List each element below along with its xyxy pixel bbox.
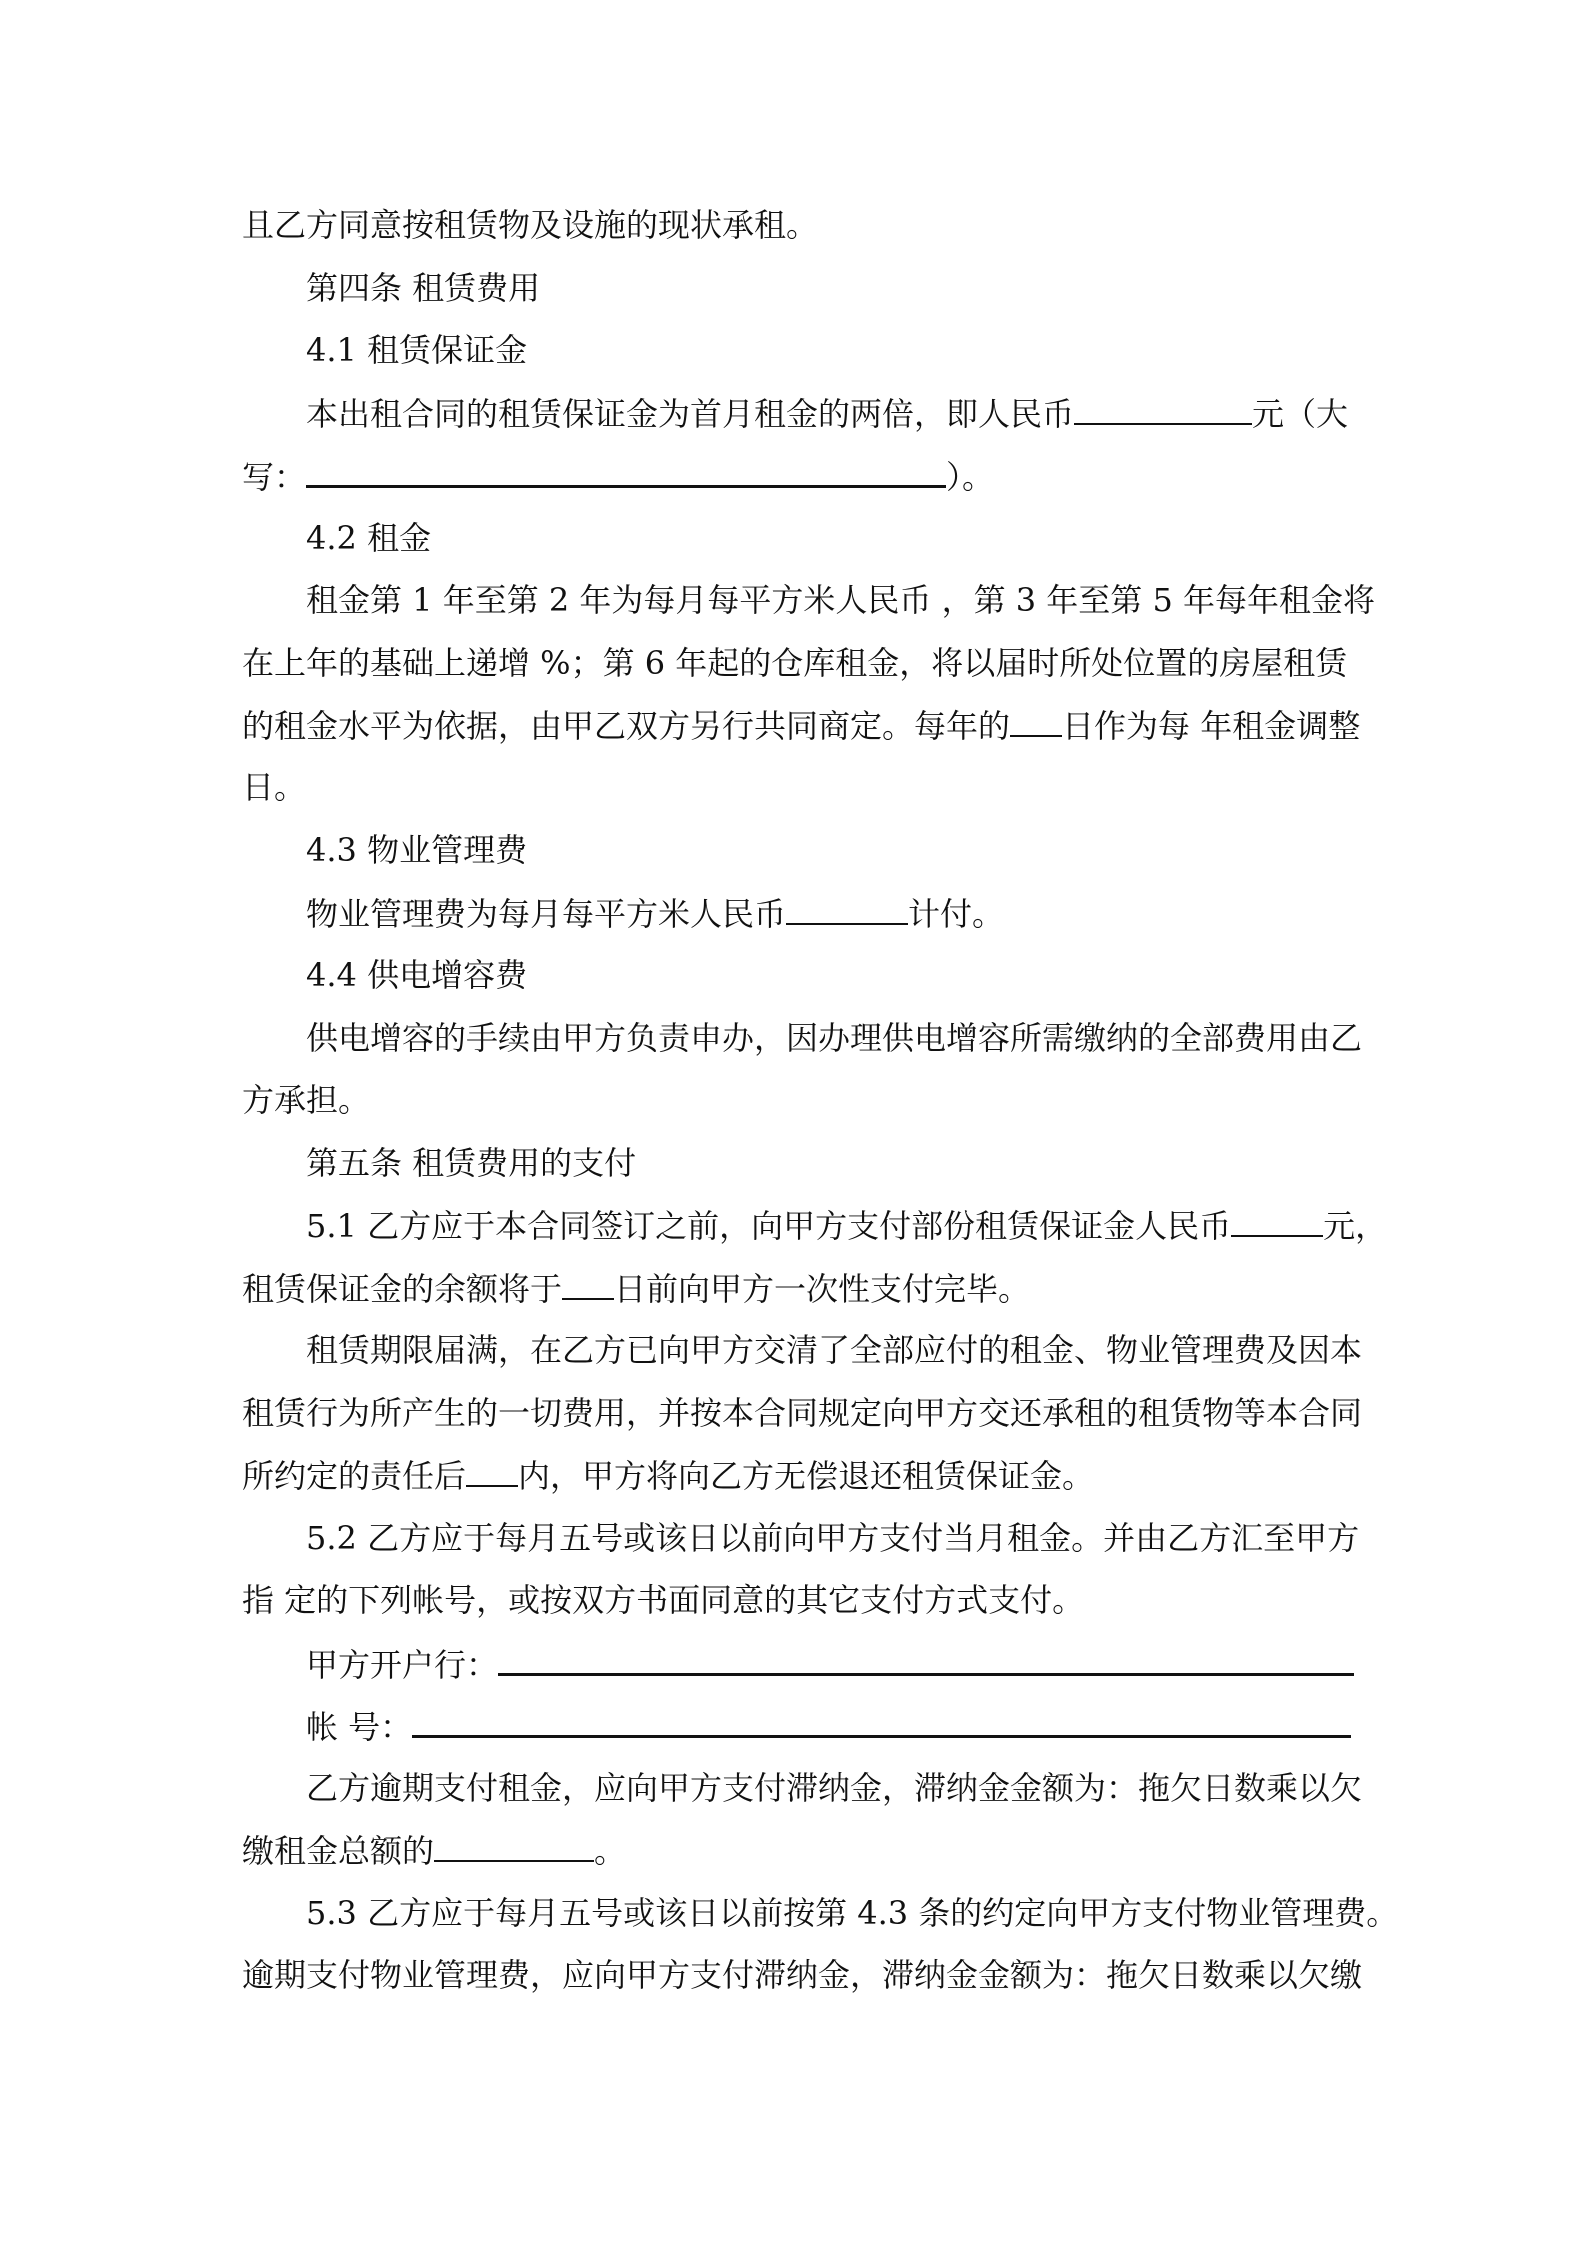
text: 方承担。 <box>242 1081 371 1119</box>
text: 供电增容的手续由甲方负责申办，因办理供电增容所需缴纳的全部费用由乙 <box>306 1019 1363 1057</box>
text: 本出租合同的租赁保证金为首月租金的两倍，即人民币 <box>306 395 1075 433</box>
text-line-late-rent-2 <box>242 1830 626 1870</box>
text: 计付。 <box>908 895 1005 933</box>
text-line-deposit <box>306 393 1348 433</box>
text-line-rent-3 <box>242 705 1360 745</box>
text: 乙方逾期支付租金，应向甲方支付滞纳金，滞纳金金额为：拖欠日数乘以欠 <box>306 1769 1363 1807</box>
text-line-5-2-a <box>306 1518 1359 1558</box>
text-line-expiry-3 <box>242 1455 1094 1495</box>
text: 租赁期限届满，在乙方已向甲方交清了全部应付的租金、物业管理费及因本 <box>306 1331 1363 1369</box>
text-line-1 <box>242 205 818 245</box>
fill-blank-partial-deposit[interactable] <box>1231 1205 1323 1237</box>
text: 租赁保证金的余额将于 <box>242 1270 563 1308</box>
text-line-power-1 <box>306 1018 1362 1058</box>
text-line-rent-4 <box>242 767 306 807</box>
text-line-5-2-b <box>242 1580 1084 1620</box>
subsection-heading-4-2 <box>306 518 431 558</box>
text: 内，甲方将向乙方无偿退还租赁保证金。 <box>518 1457 1095 1495</box>
text-line-rent-2 <box>242 643 1347 683</box>
text: 日。 <box>242 768 307 806</box>
text: 元（大 <box>1252 395 1349 433</box>
fill-blank-refund-period[interactable] <box>466 1455 518 1487</box>
fill-blank-deposit-words[interactable] <box>306 455 946 488</box>
text: 物业管理费为每月每平方米人民币 <box>306 895 787 933</box>
text-line-power-2 <box>242 1080 370 1120</box>
text: 第五条 租赁费用的支付 <box>306 1144 637 1182</box>
text: 4.3 物业管理费 <box>306 831 528 869</box>
fill-blank-bank-name[interactable] <box>498 1643 1354 1676</box>
text: 4.4 供电增容费 <box>306 956 528 994</box>
text: 在上年的基础上递增 %；第 6 年起的仓库租金，将以届时所处位置的房屋租赁 <box>242 644 1348 682</box>
text: 日作为每 年租金调整 <box>1062 707 1361 745</box>
fill-blank-rent-adjust-date[interactable] <box>1010 705 1062 737</box>
fill-blank-balance-date[interactable] <box>562 1268 614 1300</box>
text-line-5-1-a <box>306 1205 1387 1245</box>
text: 且乙方同意按租赁物及设施的现状承租。 <box>242 206 819 244</box>
text-line-account <box>306 1705 1351 1745</box>
text-line-bank <box>306 1643 1354 1683</box>
text: 逾期支付物业管理费，应向甲方支付滞纳金，滞纳金金额为：拖欠日数乘以欠缴 <box>242 1956 1363 1994</box>
text-line-5-3-a <box>306 1893 1398 1933</box>
text: 5.1 乙方应于本合同签订之前，向甲方支付部份租赁保证金人民币 <box>306 1207 1232 1245</box>
text-line-5-1-b <box>242 1268 1030 1308</box>
subsection-heading-4-3 <box>306 830 527 870</box>
text: 第四条 租赁费用 <box>306 269 541 307</box>
text: 的租金水平为依据，由甲乙双方另行共同商定。每年的 <box>242 707 1011 745</box>
text: 。 <box>594 1832 627 1870</box>
section-heading-5 <box>306 1143 636 1183</box>
text-line-5-3-b <box>242 1955 1362 1995</box>
fill-blank-late-fee-rate[interactable] <box>434 1830 594 1862</box>
subsection-heading-4-1 <box>306 330 527 370</box>
text: 缴租金总额的 <box>242 1832 435 1870</box>
fill-blank-deposit-amount[interactable] <box>1074 393 1252 425</box>
text: 5.3 乙方应于每月五号或该日以前按第 4.3 条的约定向甲方支付物业管理费。 <box>306 1894 1399 1932</box>
text: 4.2 租金 <box>306 519 432 557</box>
text: 4.1 租赁保证金 <box>306 331 528 369</box>
text: 甲方开户行： <box>306 1646 499 1684</box>
text: 5.2 乙方应于每月五号或该日以前向甲方支付当月租金。并由乙方汇至甲方 <box>306 1519 1360 1557</box>
text-line-expiry-1 <box>306 1330 1362 1370</box>
text: 指 定的下列帐号，或按双方书面同意的其它支付方式支付。 <box>242 1581 1085 1619</box>
fill-blank-account-number[interactable] <box>412 1705 1351 1738</box>
text: 写： <box>242 458 307 496</box>
subsection-heading-4-4 <box>306 955 527 995</box>
text: 元， <box>1323 1207 1388 1245</box>
text-line-late-rent-1 <box>306 1768 1362 1808</box>
text-line-rent-1 <box>306 580 1375 620</box>
text: 租金第 1 年至第 2 年为每月每平方米人民币 ，第 3 年至第 5 年每年租金将 <box>306 581 1375 619</box>
text-line-expiry-2 <box>242 1393 1362 1433</box>
text: 帐 号： <box>306 1708 413 1746</box>
text: ）。 <box>946 458 995 496</box>
fill-blank-property-fee[interactable] <box>786 893 908 925</box>
text: 日前向甲方一次性支付完毕。 <box>614 1270 1031 1308</box>
text-line-deposit-words <box>242 455 994 495</box>
text: 所约定的责任后 <box>242 1457 467 1495</box>
section-heading-4 <box>306 268 540 308</box>
text: 租赁行为所产生的一切费用，并按本合同规定向甲方交还承租的租赁物等本合同 <box>242 1394 1363 1432</box>
text-line-property-fee <box>306 893 1004 933</box>
